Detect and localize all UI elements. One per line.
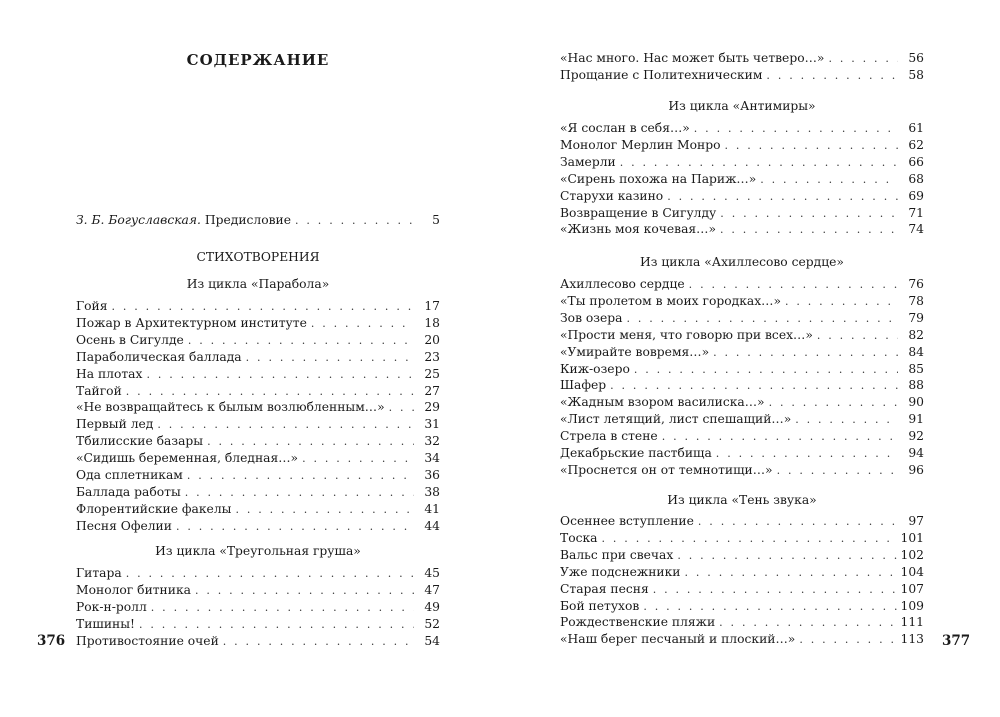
preface-author: З. Б. Богуславская.: [76, 213, 201, 227]
entry-page-number: 69: [908, 188, 924, 203]
right-toc-column: [560, 0, 924, 717]
toc-entry[interactable]: [76, 398, 440, 416]
toc-entry[interactable]: [76, 500, 440, 518]
entry-page-number: 23: [424, 349, 440, 364]
entry-title: «Наш берег песчаный и плоский…»: [560, 632, 796, 647]
entry-page-number: 52: [424, 616, 440, 631]
toc-entry[interactable]: [560, 630, 924, 648]
entry-page-number: 91: [908, 412, 924, 427]
entry-page-number: 45: [424, 566, 440, 580]
entry-title: «Ты пролетом в моих городках…»: [560, 293, 781, 308]
entry-title: Тайгой: [76, 383, 122, 398]
entry-page-number: 54: [424, 633, 440, 648]
entry-title: Осеннее вступление: [560, 514, 694, 528]
entry-title: Монолог Мерлин Монро: [560, 137, 721, 152]
entry-page-number: 31: [424, 417, 440, 432]
toc-entry[interactable]: [76, 348, 440, 366]
entry-title: Декабрьские пастбища: [560, 446, 712, 460]
entry-page-number: 56: [908, 51, 924, 65]
entry-page-number: 58: [908, 67, 924, 82]
toc-entry[interactable]: [560, 66, 924, 84]
entry-page-number: 17: [424, 299, 440, 313]
toc-entry[interactable]: [560, 343, 924, 361]
toc-entry[interactable]: [560, 119, 924, 137]
entry-title: Возвращение в Сигулду: [560, 205, 717, 220]
toc-entry[interactable]: [560, 170, 924, 188]
right-page: [500, 0, 1000, 717]
toc-entry[interactable]: [560, 326, 924, 344]
entry-title: Гойя: [76, 299, 108, 313]
entry-title: Тишины!: [76, 616, 135, 631]
entry-page-number: 96: [908, 462, 924, 477]
entry-title: Тоска: [560, 530, 598, 545]
preface-entry[interactable]: [76, 211, 440, 229]
toc-entry[interactable]: [76, 415, 440, 433]
toc-entry[interactable]: [76, 449, 440, 467]
toc-entry[interactable]: [76, 331, 440, 349]
toc-entry[interactable]: [560, 597, 924, 615]
entry-page-number: 104: [900, 564, 924, 579]
preface-label: Предисловие: [204, 213, 292, 227]
toc-entry[interactable]: [76, 598, 440, 616]
entry-title: Противостояние очей: [76, 633, 219, 648]
toc-entry[interactable]: [560, 376, 924, 394]
toc-entry[interactable]: [76, 615, 440, 633]
entry-page-number: 82: [908, 327, 924, 342]
entry-page-number: 76: [908, 277, 924, 291]
entry-title: На плотах: [76, 366, 143, 381]
entry-page-number: 41: [424, 501, 440, 516]
entry-title: «Сидишь беременная, бледная…»: [76, 451, 299, 466]
toc-entry[interactable]: [560, 427, 924, 445]
entry-title: Монолог битника: [76, 582, 191, 597]
toc-entry[interactable]: [560, 187, 924, 205]
dot-leader: [223, 633, 414, 651]
entry-page-number: 79: [908, 310, 924, 325]
entry-page-number: 18: [424, 315, 440, 330]
entry-page-number: 97: [908, 514, 924, 528]
toc-entry[interactable]: [560, 275, 924, 293]
entry-page-number: 68: [908, 171, 924, 186]
entry-title: Ахиллесово сердце: [560, 277, 685, 291]
toc-entry[interactable]: [560, 292, 924, 310]
entry-page-number: 20: [424, 332, 440, 347]
dot-leader: [720, 221, 898, 239]
entry-title: Рок-н-ролл: [76, 599, 147, 614]
entry-page-number: 44: [424, 518, 440, 533]
entry-title: Киж-озеро: [560, 361, 630, 376]
entry-title: Тбилисские базары: [76, 434, 204, 449]
entry-title: «Жадным взором василиска…»: [560, 395, 765, 410]
entry-title: Вальс при свечах: [560, 547, 674, 562]
entry-page-number: 102: [900, 547, 924, 562]
entry-page-number: 107: [900, 581, 924, 596]
entry-page-number: 101: [900, 530, 924, 545]
entry-title: «Сирень похожа на Париж…»: [560, 171, 757, 186]
entry-title: «Нас много. Нас может быть четверо…»: [560, 51, 825, 65]
entry-page-number: 61: [908, 121, 924, 135]
toc-entry[interactable]: [560, 410, 924, 428]
cycle-heading: Из цикла «Антимиры»: [668, 99, 816, 113]
entry-title: «Лист летящий, лист спешащий…»: [560, 412, 792, 427]
entry-page-number: 78: [908, 293, 924, 308]
entry-title: Параболическая баллада: [76, 349, 242, 364]
entry-page-number: 85: [908, 361, 924, 376]
entry-title: Флорентийские факелы: [76, 501, 232, 516]
contents-title: СОДЕРЖАНИЕ: [186, 51, 330, 69]
dot-leader: [176, 518, 414, 536]
entry-title: Зов озера: [560, 310, 623, 325]
section-title: СТИХОТВОРЕНИЯ: [196, 250, 320, 264]
entry-title: «Проснется он от темнотищи…»: [560, 462, 773, 477]
entry-title: Песня Офелии: [76, 518, 172, 533]
entry-title: Осень в Сигулде: [76, 332, 184, 347]
toc-entry[interactable]: [560, 204, 924, 222]
entry-page-number: 90: [908, 395, 924, 410]
entry-title: Пожар в Архитектурном институте: [76, 315, 307, 330]
entry-title: Замерли: [560, 154, 616, 169]
entry-title: Первый лед: [76, 417, 154, 432]
entry-page-number: 34: [424, 451, 440, 466]
entry-title: Гитара: [76, 566, 122, 580]
entry-page-number: 38: [424, 484, 440, 499]
entry-title: Уже подснежники: [560, 564, 681, 579]
toc-entry[interactable]: [560, 444, 924, 462]
entry-page-number: 36: [424, 468, 440, 482]
entry-title: «Жизнь моя кочевая…»: [560, 222, 717, 237]
page-number-right: 377: [942, 633, 971, 649]
entry-page-number: 88: [908, 378, 924, 393]
entry-title: «Я сослан в себя…»: [560, 121, 690, 135]
toc-entry[interactable]: [560, 153, 924, 171]
entry-title: «Прости меня, что говорю при всех…»: [560, 327, 813, 342]
entry-page-number: 32: [424, 434, 440, 449]
entry-page-number: 71: [908, 205, 924, 220]
entry-page-number: 84: [908, 344, 924, 359]
entry-page-number: 94: [908, 446, 924, 460]
toc-entry[interactable]: [76, 483, 440, 501]
dot-leader: [799, 631, 896, 649]
entry-title: Стрела в стене: [560, 429, 658, 444]
toc-entry[interactable]: [560, 580, 924, 598]
toc-entry[interactable]: [76, 632, 440, 650]
entry-title: Баллада работы: [76, 484, 181, 499]
toc-entry[interactable]: [76, 466, 440, 484]
entry-page-number: 62: [908, 137, 924, 152]
toc-entry[interactable]: [560, 136, 924, 154]
toc-entry[interactable]: [560, 49, 924, 67]
entry-page-number: 25: [424, 366, 440, 381]
toc-entry[interactable]: [560, 220, 924, 238]
toc-entry[interactable]: [76, 517, 440, 535]
dot-leader: [766, 67, 898, 85]
toc-entry[interactable]: [76, 382, 440, 400]
toc-entry[interactable]: [560, 613, 924, 631]
toc-entry[interactable]: [76, 581, 440, 599]
entry-page-number: 92: [908, 429, 924, 444]
toc-entry[interactable]: [76, 432, 440, 450]
cycle-heading: Из цикла «Парабола»: [186, 277, 330, 291]
toc-entry[interactable]: [76, 564, 440, 582]
toc-entry[interactable]: [560, 512, 924, 530]
entry-title: «Не возвращайтесь к былым возлюбленным…»: [76, 400, 385, 415]
toc-entry[interactable]: [76, 314, 440, 332]
entry-title: Рождественские пляжи: [560, 615, 716, 630]
toc-entry[interactable]: [560, 563, 924, 581]
entry-title: Прощание с Политехническим: [560, 67, 763, 82]
entry-page-number: 111: [900, 615, 924, 630]
dot-leader: [777, 462, 898, 480]
entry-page-number: 29: [424, 400, 440, 415]
dot-leader: [295, 212, 414, 230]
toc-entry[interactable]: [76, 365, 440, 383]
left-toc-column: [76, 0, 440, 717]
entry-title: Шафер: [560, 378, 607, 393]
entry-title: Бой петухов: [560, 598, 640, 613]
entry-page-number: 47: [424, 582, 440, 597]
entry-title: «Умирайте вовремя…»: [560, 344, 710, 359]
preface-page: 5: [432, 213, 440, 227]
entry-title: Старая песня: [560, 581, 649, 596]
page-number-left: 376: [37, 633, 66, 649]
entry-page-number: 27: [424, 383, 440, 398]
entry-title: Ода сплетникам: [76, 468, 183, 482]
entry-page-number: 49: [424, 599, 440, 614]
toc-entry[interactable]: [76, 297, 440, 315]
cycle-heading: Из цикла «Треугольная груша»: [155, 544, 361, 558]
toc-entry[interactable]: [560, 461, 924, 479]
cycle-heading: Из цикла «Тень звука»: [667, 493, 817, 507]
toc-entry[interactable]: [560, 360, 924, 378]
entry-page-number: 74: [908, 222, 924, 237]
entry-page-number: 66: [908, 154, 924, 169]
entry-page-number: 113: [900, 632, 924, 647]
entry-title: Старухи казино: [560, 188, 664, 203]
toc-entry[interactable]: [560, 546, 924, 564]
cycle-heading: Из цикла «Ахиллесово сердце»: [640, 255, 844, 269]
toc-entry[interactable]: [560, 309, 924, 327]
toc-entry[interactable]: [560, 529, 924, 547]
toc-entry[interactable]: [560, 393, 924, 411]
entry-page-number: 109: [900, 598, 924, 613]
